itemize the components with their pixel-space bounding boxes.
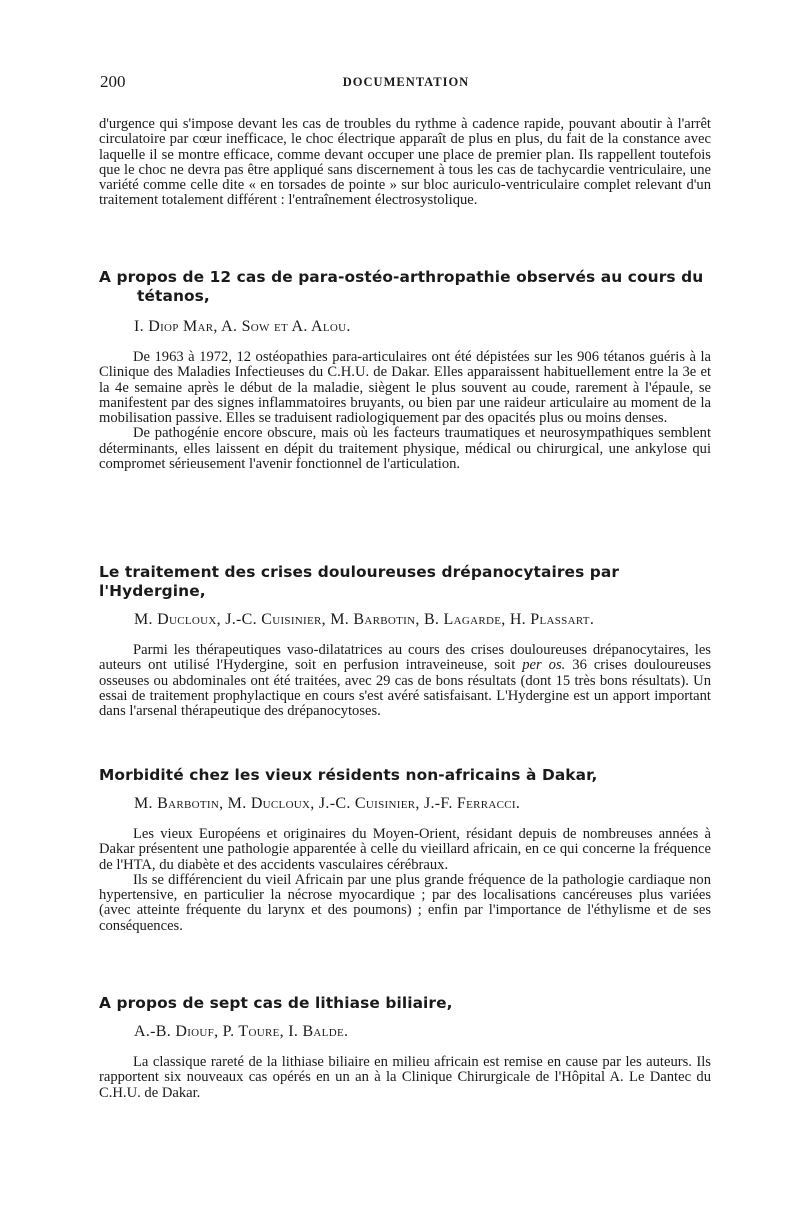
- article-authors: M. Ducloux, J.-C. Cuisinier, M. Barbotin, B. Lagarde, H. Plassart.: [134, 611, 595, 628]
- article-authors: I. Diop Mar, A. Sow et A. Alou.: [134, 318, 351, 335]
- page-header: [100, 72, 712, 96]
- article-paragraph: [99, 643, 711, 719]
- article-paragraph: De pathogénie encore obscure, mais où les facteurs traumatiques et neurosympathiques semblent déterminants, elles laissent en dépit du traitement physique, médical ou chirurgical, une ankylose qui compromet sérieusement l'avenir fonctionnel de l'articulation.: [99, 425, 711, 473]
- intro-section: [99, 117, 711, 209]
- italic-text: per os.: [522, 657, 566, 674]
- article-hydergine: [99, 563, 711, 719]
- article-authors: A.-B. Diouf, P. Toure, I. Balde.: [134, 1023, 349, 1040]
- article-paragraph: De 1963 à 1972, 12 ostéopathies para-articulaires ont été dépistées sur les 906 tétanos guéris à la Clinique des Maladies Infectieuses du C.H.U. de Dakar. Elles apparaissent habituellement entre la 3e et la 4e semaine après le début de la maladie, siègent le plus souvent au coude, rarement à l'épaule, se manifestent par des signes inflammatoires bruyants, ou bien par une raideur articulaire au moment de la mobilisation passive. Elles se traduisent radiologiquement par des opacités plus ou moins denses.: [99, 349, 711, 427]
- article-morbidite: [99, 766, 711, 934]
- article-title: A propos de sept cas de lithiase biliaire,: [99, 994, 453, 1012]
- article-title-line2: tétanos,: [137, 287, 210, 305]
- paragraph-text: Parmi les thérapeutiques vaso-dilatatrices au cours des crises douloureuses drépanocytaires, les auteurs ont utilisé l'Hydergine, soit en perfusion intraveineuse, soit: [99, 642, 711, 674]
- paragraph-text: 36 crises douloureuses osseuses ou abdominales ont été traitées, avec 29 cas de bons résultats (dont 15 très bons résultats). Un essai de traitement prophylactique en cours s'est avéré satisfaisant. L'Hydergine est un apport important dans l'arsenal thérapeutique des drépanocytoses.: [99, 657, 712, 720]
- article-title: [99, 268, 711, 306]
- article-title: Le traitement des crises douloureuses drépanocytaires par l'Hydergine,: [99, 563, 620, 600]
- article-title: Morbidité chez les vieux résidents non-africains à Dakar,: [99, 766, 598, 784]
- running-head: DOCUMENTATION: [342, 75, 470, 89]
- intro-paragraph: d'urgence qui s'impose devant les cas de troubles du rythme à cadence rapide, pouvant aboutir à l'arrêt circulatoire par cœur inefficace, le choc électrique apparaît de plus en plus, du fait de la constance avec laquelle il se montre efficace, comme devant occuper une place de premier plan. Ils rappellent toutefois que le choc ne devra pas être appliqué sans discernement à tous les cas de tachycardie ventriculaire, une variété comme celle dite « en torsades de pointe » sur bloc auriculo-ventriculaire complet relevant d'un traitement totalement différent : l'entraînement électrosystolique.: [99, 116, 711, 209]
- article-paragraph: Les vieux Européens et originaires du Moyen-Orient, résidant depuis de nombreuses années à Dakar présentent une pathologie apparentée à celle du vieillard africain, en ce qui concerne la fréquence de l'HTA, du diabète et des accidents vasculaires cérébraux.: [99, 826, 711, 873]
- article-authors: M. Barbotin, M. Ducloux, J.-C. Cuisinier, J.-F. Ferracci.: [134, 795, 521, 812]
- article-lithiase: [99, 994, 711, 1101]
- article-title-line1: A propos de 12 cas de para-ostéo-arthropathie observés au cours du: [99, 268, 704, 286]
- page-number: 200: [100, 72, 126, 91]
- article-paragraph: La classique rareté de la lithiase biliaire en milieu africain est remise en cause par les auteurs. Ils rapportent six nouveaux cas opérés en un an à la Clinique Chirurgicale de l'Hôpital A. Le Dantec du C.H.U. de Dakar.: [99, 1054, 711, 1101]
- article-paragraph: Ils se différencient du vieil Africain par une plus grande fréquence de la pathologie cardiaque non hypertensive, en particulier la nécrose myocardique ; par des localisations cancéreuses plus variées (avec atteinte fréquente du larynx et des poumons) ; enfin par l'importance de l'éthylisme et de ses conséquences.: [99, 871, 711, 934]
- article-para-osteo-arthropathie: [99, 268, 711, 472]
